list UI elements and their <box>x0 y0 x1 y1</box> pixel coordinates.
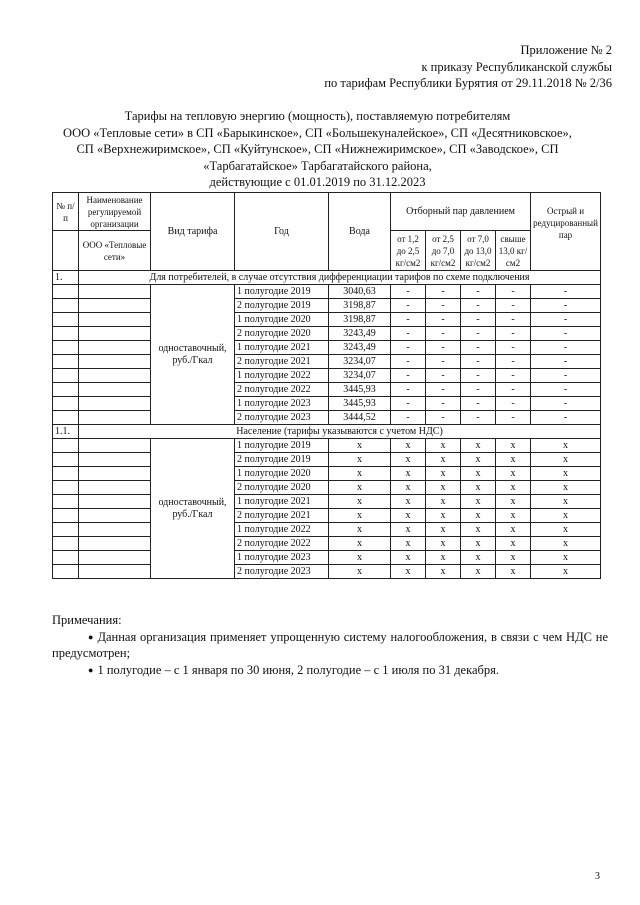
cell-org <box>79 467 151 481</box>
cell-water: x <box>329 523 391 537</box>
cell-pressure-2: x <box>426 509 461 523</box>
cell-pressure-1: - <box>391 299 426 313</box>
org-name: ООО «Тепловые сети» <box>79 231 151 271</box>
header-num: № п/п <box>53 193 79 231</box>
cell-pressure-1: - <box>391 313 426 327</box>
table-row <box>53 355 601 369</box>
cell-pressure-1: - <box>391 285 426 299</box>
cell-num <box>53 355 79 369</box>
table-row <box>53 565 601 579</box>
cell-num <box>53 565 79 579</box>
cell-water: x <box>329 453 391 467</box>
table-row <box>53 313 601 327</box>
cell-year: 1 полугодие 2021 <box>235 341 329 355</box>
cell-org <box>79 383 151 397</box>
title-line-2: ООО «Тепловые сети» в СП «Барыкинское», СП «Большекуналейское», СП «Десятниковское», <box>63 125 572 140</box>
cell-water: 3445,93 <box>329 383 391 397</box>
cell-year: 1 полугодие 2020 <box>235 467 329 481</box>
cell-acute-steam: - <box>531 397 601 411</box>
cell-pressure-1: - <box>391 397 426 411</box>
cell-acute-steam: x <box>531 509 601 523</box>
title-line-1: Тарифы на тепловую энергию (мощность), поставляемую потребителям <box>124 109 511 123</box>
cell-water: 3234,07 <box>329 369 391 383</box>
cell-acute-steam: x <box>531 467 601 481</box>
cell-water: x <box>329 565 391 579</box>
appendix-line-1: Приложение № 2 <box>520 43 612 57</box>
cell-pressure-3: - <box>461 285 496 299</box>
cell-acute-steam: - <box>531 341 601 355</box>
cell-water: x <box>329 467 391 481</box>
cell-pressure-3: - <box>461 327 496 341</box>
section-label: Население (тарифы указываются с учетом НДС) <box>79 425 601 439</box>
cell-acute-steam: x <box>531 523 601 537</box>
cell-year: 1 полугодие 2020 <box>235 313 329 327</box>
cell-num <box>53 327 79 341</box>
table-row <box>53 299 601 313</box>
cell-year: 2 полугодие 2021 <box>235 355 329 369</box>
cell-acute-steam: x <box>531 453 601 467</box>
cell-pressure-4: x <box>496 537 531 551</box>
cell-pressure-4: x <box>496 551 531 565</box>
cell-year: 1 полугодие 2019 <box>235 285 329 299</box>
table-row <box>53 411 601 425</box>
cell-year: 2 полугодие 2021 <box>235 509 329 523</box>
cell-year: 1 полугодие 2019 <box>235 439 329 453</box>
cell-num <box>53 411 79 425</box>
cell-tariff-type: одноставочный, руб./Гкал <box>151 285 235 425</box>
cell-num <box>53 537 79 551</box>
cell-pressure-1: - <box>391 411 426 425</box>
cell-num <box>53 523 79 537</box>
cell-org <box>79 565 151 579</box>
cell-num <box>53 467 79 481</box>
cell-year: 2 полугодие 2023 <box>235 565 329 579</box>
cell-pressure-4: x <box>496 565 531 579</box>
cell-pressure-4: - <box>496 285 531 299</box>
cell-pressure-1: x <box>391 467 426 481</box>
table-row <box>53 439 601 453</box>
cell-pressure-4: x <box>496 439 531 453</box>
cell-acute-steam: x <box>531 565 601 579</box>
cell-org <box>79 439 151 453</box>
cell-org <box>79 523 151 537</box>
cell-water: 3198,87 <box>329 299 391 313</box>
cell-pressure-3: x <box>461 481 496 495</box>
section-label: Для потребителей, в случае отсутствия дифференциации тарифов по схеме подключения <box>79 271 601 285</box>
cell-pressure-2: x <box>426 481 461 495</box>
cell-pressure-2: - <box>426 341 461 355</box>
table-row <box>53 327 601 341</box>
cell-pressure-4: - <box>496 313 531 327</box>
cell-acute-steam: - <box>531 299 601 313</box>
cell-acute-steam: - <box>531 285 601 299</box>
cell-pressure-2: x <box>426 453 461 467</box>
section-number: 1. <box>53 271 79 285</box>
cell-water: x <box>329 495 391 509</box>
cell-pressure-4: x <box>496 453 531 467</box>
cell-num <box>53 481 79 495</box>
table-row <box>53 467 601 481</box>
cell-year: 1 полугодие 2023 <box>235 397 329 411</box>
cell-pressure-1: x <box>391 551 426 565</box>
table-row <box>53 453 601 467</box>
cell-pressure-3: - <box>461 313 496 327</box>
cell-pressure-3: x <box>461 453 496 467</box>
note-text: 1 полугодие – с 1 января по 30 июня, 2 полугодие – с 1 июля по 31 декабря. <box>97 662 500 677</box>
cell-pressure-1: - <box>391 383 426 397</box>
cell-year: 1 полугодие 2022 <box>235 369 329 383</box>
note-item <box>52 662 608 679</box>
header-pressure-3: от 7,0 до 13,0 кг/см2 <box>461 231 496 271</box>
cell-org <box>79 495 151 509</box>
cell-pressure-3: - <box>461 411 496 425</box>
cell-num <box>53 509 79 523</box>
cell-water: x <box>329 551 391 565</box>
cell-pressure-4: x <box>496 481 531 495</box>
section-header-row <box>53 425 601 439</box>
cell-pressure-2: x <box>426 495 461 509</box>
cell-water: 3040,63 <box>329 285 391 299</box>
title-line-3: СП «Верхнежиримское», СП «Куйтунское», СП «Нижнежиримское», СП «Заводское», СП <box>76 142 559 156</box>
cell-year: 2 полугодие 2023 <box>235 411 329 425</box>
cell-year: 2 полугодие 2022 <box>235 537 329 551</box>
cell-org <box>79 551 151 565</box>
cell-acute-steam: x <box>531 495 601 509</box>
table-row <box>53 523 601 537</box>
cell-year: 2 полугодие 2020 <box>235 481 329 495</box>
table-row <box>53 481 601 495</box>
cell-num <box>53 369 79 383</box>
cell-pressure-4: - <box>496 341 531 355</box>
cell-pressure-4: - <box>496 397 531 411</box>
cell-pressure-4: - <box>496 299 531 313</box>
cell-num <box>53 341 79 355</box>
header-pressure-4: свыше 13,0 кг/см2 <box>496 231 531 271</box>
table-row <box>53 551 601 565</box>
table-row <box>53 509 601 523</box>
cell-pressure-3: - <box>461 355 496 369</box>
notes <box>52 612 608 678</box>
notes-heading: Примечания: <box>52 613 122 627</box>
cell-pressure-3: x <box>461 439 496 453</box>
cell-water: 3234,07 <box>329 355 391 369</box>
cell-pressure-2: x <box>426 537 461 551</box>
cell-pressure-4: - <box>496 369 531 383</box>
cell-pressure-4: - <box>496 383 531 397</box>
note-item <box>52 629 608 662</box>
cell-pressure-2: - <box>426 397 461 411</box>
cell-pressure-2: - <box>426 369 461 383</box>
table-row <box>53 397 601 411</box>
cell-water: x <box>329 481 391 495</box>
cell-water: x <box>329 537 391 551</box>
cell-pressure-2: x <box>426 565 461 579</box>
cell-pressure-3: - <box>461 397 496 411</box>
appendix-header <box>282 42 612 92</box>
cell-org <box>79 509 151 523</box>
cell-pressure-4: x <box>496 495 531 509</box>
section-header-row <box>53 271 601 285</box>
cell-pressure-1: x <box>391 439 426 453</box>
cell-pressure-3: x <box>461 551 496 565</box>
cell-pressure-1: x <box>391 453 426 467</box>
table-row <box>53 341 601 355</box>
cell-pressure-1: - <box>391 355 426 369</box>
cell-year: 1 полугодие 2023 <box>235 551 329 565</box>
table-row <box>53 369 601 383</box>
cell-pressure-3: x <box>461 523 496 537</box>
cell-water: 3198,87 <box>329 313 391 327</box>
cell-pressure-4: x <box>496 509 531 523</box>
cell-pressure-2: x <box>426 551 461 565</box>
cell-acute-steam: - <box>531 327 601 341</box>
cell-org <box>79 537 151 551</box>
cell-org <box>79 299 151 313</box>
cell-pressure-3: x <box>461 537 496 551</box>
cell-tariff-type: одноставочный, руб./Гкал <box>151 439 235 579</box>
tariff-table <box>52 192 601 579</box>
cell-year: 2 полугодие 2022 <box>235 383 329 397</box>
cell-acute-steam: - <box>531 313 601 327</box>
cell-pressure-4: - <box>496 411 531 425</box>
cell-year: 2 полугодие 2020 <box>235 327 329 341</box>
header-steam: Отборный пар давлением <box>391 193 531 231</box>
title-line-5: действующие с 01.01.2019 по 31.12.2023 <box>209 175 426 189</box>
header-tariff-type: Вид тарифа <box>151 193 235 271</box>
cell-acute-steam: - <box>531 369 601 383</box>
cell-water: x <box>329 509 391 523</box>
table-row <box>53 495 601 509</box>
header-num-empty <box>53 231 79 271</box>
cell-pressure-2: x <box>426 439 461 453</box>
cell-pressure-2: x <box>426 523 461 537</box>
table-row <box>53 537 601 551</box>
cell-num <box>53 397 79 411</box>
header-water: Вода <box>329 193 391 271</box>
cell-year: 2 полугодие 2019 <box>235 299 329 313</box>
cell-pressure-1: - <box>391 341 426 355</box>
cell-org <box>79 453 151 467</box>
cell-water: 3444,52 <box>329 411 391 425</box>
table-row <box>53 383 601 397</box>
cell-pressure-3: - <box>461 383 496 397</box>
cell-pressure-3: x <box>461 565 496 579</box>
cell-pressure-4: - <box>496 327 531 341</box>
bullet-icon: ● <box>88 664 94 675</box>
cell-pressure-1: - <box>391 327 426 341</box>
cell-pressure-4: x <box>496 523 531 537</box>
cell-org <box>79 355 151 369</box>
cell-pressure-4: x <box>496 467 531 481</box>
header-pressure-2: от 2,5 до 7,0 кг/см2 <box>426 231 461 271</box>
cell-pressure-3: - <box>461 299 496 313</box>
header-pressure-1: от 1,2 до 2,5 кг/см2 <box>391 231 426 271</box>
cell-num <box>53 439 79 453</box>
cell-pressure-4: - <box>496 355 531 369</box>
header-acute-steam: Острый и редуцированный пар <box>531 193 601 271</box>
cell-pressure-3: x <box>461 495 496 509</box>
cell-org <box>79 397 151 411</box>
cell-acute-steam: - <box>531 355 601 369</box>
cell-org <box>79 411 151 425</box>
cell-year: 1 полугодие 2021 <box>235 495 329 509</box>
cell-num <box>53 383 79 397</box>
cell-pressure-2: - <box>426 327 461 341</box>
cell-pressure-1: x <box>391 509 426 523</box>
document-title <box>40 108 595 191</box>
cell-pressure-1: x <box>391 495 426 509</box>
cell-org <box>79 313 151 327</box>
cell-pressure-1: x <box>391 523 426 537</box>
table-row <box>53 285 601 299</box>
cell-pressure-2: - <box>426 313 461 327</box>
cell-pressure-3: x <box>461 509 496 523</box>
cell-pressure-2: x <box>426 467 461 481</box>
title-line-4: «Тарбагатайское» Тарбагатайского района, <box>203 158 432 173</box>
cell-year: 2 полугодие 2019 <box>235 453 329 467</box>
page-number: 3 <box>595 871 600 882</box>
cell-acute-steam: x <box>531 439 601 453</box>
cell-pressure-2: - <box>426 383 461 397</box>
cell-num <box>53 299 79 313</box>
note-text: Данная организация применяет упрощенную систему налогообложения, в связи с чем НДС не предусмотрен; <box>52 629 608 660</box>
cell-org <box>79 369 151 383</box>
header-org: Наименование регулируемой организации <box>79 193 151 231</box>
appendix-line-2: к приказу Республиканской службы <box>421 59 612 74</box>
cell-pressure-2: - <box>426 299 461 313</box>
cell-org <box>79 327 151 341</box>
cell-org <box>79 481 151 495</box>
cell-water: x <box>329 439 391 453</box>
cell-acute-steam: x <box>531 551 601 565</box>
cell-pressure-1: x <box>391 565 426 579</box>
cell-pressure-2: - <box>426 355 461 369</box>
cell-pressure-3: - <box>461 341 496 355</box>
cell-pressure-2: - <box>426 285 461 299</box>
cell-pressure-2: - <box>426 411 461 425</box>
cell-num <box>53 313 79 327</box>
cell-pressure-1: x <box>391 537 426 551</box>
cell-num <box>53 495 79 509</box>
cell-pressure-3: x <box>461 467 496 481</box>
cell-pressure-3: - <box>461 369 496 383</box>
cell-acute-steam: - <box>531 411 601 425</box>
cell-org <box>79 285 151 299</box>
cell-water: 3243,49 <box>329 327 391 341</box>
cell-year: 1 полугодие 2022 <box>235 523 329 537</box>
cell-water: 3243,49 <box>329 341 391 355</box>
cell-num <box>53 285 79 299</box>
cell-pressure-1: - <box>391 369 426 383</box>
cell-acute-steam: x <box>531 537 601 551</box>
cell-acute-steam: x <box>531 481 601 495</box>
cell-water: 3445,93 <box>329 397 391 411</box>
section-number: 1.1. <box>53 425 79 439</box>
cell-pressure-1: x <box>391 481 426 495</box>
header-year: Год <box>235 193 329 271</box>
bullet-icon: ● <box>88 631 94 642</box>
cell-num <box>53 453 79 467</box>
cell-num <box>53 551 79 565</box>
cell-org <box>79 341 151 355</box>
cell-acute-steam: - <box>531 383 601 397</box>
appendix-line-3: по тарифам Республики Бурятия от 29.11.2018 № 2/36 <box>324 76 612 90</box>
